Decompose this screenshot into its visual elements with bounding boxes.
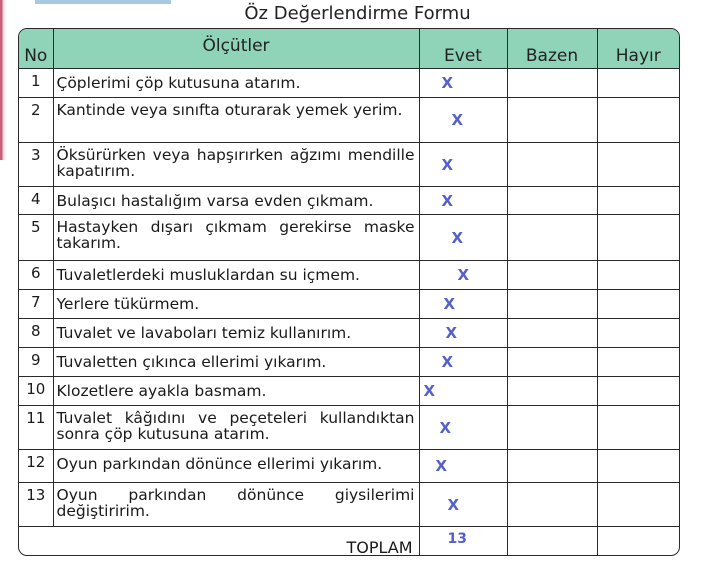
total-hayir[interactable] [597,527,679,557]
page-edge-decoration [0,0,6,160]
cell-hayir[interactable] [597,69,679,98]
header-sometimes: Bazen [507,29,597,69]
cell-evet[interactable] [419,450,507,483]
criterion-text: Tuvaletten çıkınca ellerimi yıkarım. [53,348,419,377]
cell-hayir[interactable] [597,143,679,187]
cell-evet[interactable] [419,406,507,450]
row-number: 11 [19,406,53,450]
row-number: 7 [19,290,53,319]
cell-hayir[interactable] [597,406,679,450]
total-label: TOPLAM [19,527,419,557]
criterion-text: Kantinde veya sınıfta oturarak yemek yerim. [53,98,419,143]
x-mark-icon: X [443,295,456,313]
x-mark-icon: X [441,155,454,174]
table-row [19,377,679,406]
cell-bazen[interactable] [507,215,597,261]
row-number: 3 [19,143,53,187]
cell-hayir[interactable] [597,187,679,215]
cell-evet[interactable] [419,215,507,261]
row-number: 4 [19,187,53,215]
table-row [19,261,679,290]
cell-bazen[interactable] [507,348,597,377]
table-row [19,187,679,215]
criterion-text: Tuvalet ve lavaboları temiz kullanırım. [53,319,419,348]
self-assessment-table [18,28,680,556]
table-row [19,450,679,483]
cell-bazen[interactable] [507,483,597,527]
cell-evet[interactable] [419,377,507,406]
cell-evet[interactable] [419,319,507,348]
x-mark-icon: X [441,74,454,92]
cell-evet[interactable] [419,261,507,290]
row-number: 9 [19,348,53,377]
cell-hayir[interactable] [597,319,679,348]
header-no: No [19,29,53,69]
cell-bazen[interactable] [507,98,597,143]
row-number: 2 [19,98,53,143]
cell-bazen[interactable] [507,187,597,215]
x-mark-icon: X [423,382,436,400]
header-yes: Evet [419,29,507,69]
table-row [19,290,679,319]
table-row [19,98,679,143]
criterion-text: Bulaşıcı hastalığım varsa evden çıkmam. [53,187,419,215]
cell-evet[interactable] [419,483,507,527]
row-number: 1 [19,69,53,98]
table-row [19,69,679,98]
criterion-text: Oyun parkından dönünce giysilerimi değiştiririm. [53,483,419,527]
x-mark-icon: X [441,353,454,371]
criterion-text: Tuvaletlerdeki musluklardan su içmem. [53,261,419,290]
cell-hayir[interactable] [597,98,679,143]
cell-bazen[interactable] [507,450,597,483]
cell-evet[interactable] [419,143,507,187]
cell-hayir[interactable] [597,261,679,290]
x-mark-icon: X [447,495,460,514]
criterion-text: Tuvalet kâğıdını ve peçeteleri kullandıktan sonra çöp kutusuna atarım. [53,406,419,450]
criterion-text: Oyun parkından dönünce ellerimi yıkarım. [53,450,419,483]
form-title: Öz Değerlendirme Formu [244,3,471,24]
cell-evet[interactable] [419,69,507,98]
criterion-text: Yerlere tükürmem. [53,290,419,319]
cell-hayir[interactable] [597,348,679,377]
table-row [19,483,679,527]
cell-bazen[interactable] [507,69,597,98]
total-row [19,527,679,557]
row-number: 6 [19,261,53,290]
row-number: 5 [19,215,53,261]
row-number: 8 [19,319,53,348]
cell-evet[interactable] [419,348,507,377]
cell-evet[interactable] [419,290,507,319]
table-row [19,348,679,377]
criterion-text: Öksürürken veya hapşırırken ağzımı mendille kapatırım. [53,143,419,187]
x-mark-icon: X [445,324,458,342]
criterion-text: Hastayken dışarı çıkmam gerekirse maske takarım. [53,215,419,261]
header-no-answer: Hayır [597,29,679,69]
table-row [19,406,679,450]
row-number: 12 [19,450,53,483]
cell-hayir[interactable] [597,290,679,319]
total-evet[interactable]: 13 [419,527,507,557]
cell-hayir[interactable] [597,215,679,261]
x-mark-icon: X [451,228,464,247]
x-mark-icon: X [435,457,448,475]
cell-hayir[interactable] [597,483,679,527]
row-number: 13 [19,483,53,527]
header-criteria: Ölçütler [53,29,419,69]
cell-bazen[interactable] [507,143,597,187]
table-row [19,215,679,261]
cell-bazen[interactable] [507,406,597,450]
row-number: 10 [19,377,53,406]
total-bazen[interactable] [507,527,597,557]
x-mark-icon: X [439,418,452,437]
cell-bazen[interactable] [507,261,597,290]
x-mark-icon: X [451,111,464,129]
cell-evet[interactable] [419,187,507,215]
cell-bazen[interactable] [507,290,597,319]
cell-hayir[interactable] [597,450,679,483]
cell-bazen[interactable] [507,377,597,406]
table-header-row [19,29,679,69]
table-row [19,319,679,348]
criterion-text: Çöplerimi çöp kutusuna atarım. [53,69,419,98]
cell-evet[interactable] [419,98,507,143]
x-mark-icon: X [441,191,454,210]
cell-bazen[interactable] [507,319,597,348]
cell-hayir[interactable] [597,377,679,406]
table-row [19,143,679,187]
x-mark-icon: X [457,266,470,284]
criterion-text: Klozetlere ayakla basmam. [53,377,419,406]
